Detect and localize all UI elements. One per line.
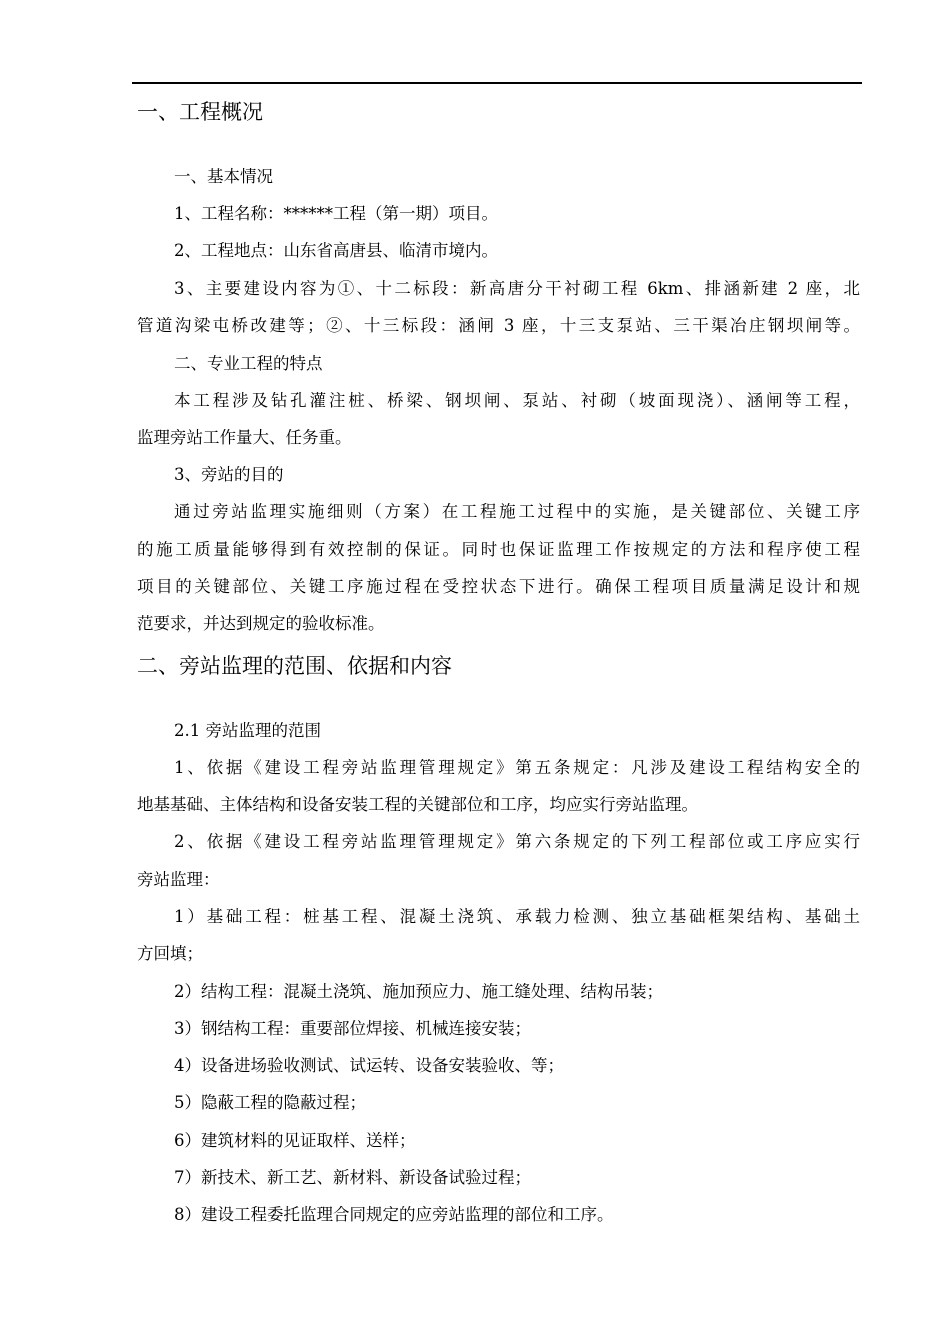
list-item-concealed-work: 5）隐蔽工程的隐蔽过程； bbox=[174, 1093, 366, 1112]
purpose-line-3: 项目的关键部位、关键工序施过程在受控状态下进行。确保工程项目质量满足设计和规 bbox=[137, 577, 860, 596]
section-1-heading: 一、工程概况 bbox=[137, 100, 263, 124]
list-item-steel-structure: 3）钢结构工程：重要部位焊接、机械连接安装； bbox=[174, 1019, 531, 1038]
list-item-new-technology: 7）新技术、新工艺、新材料、新设备试验过程； bbox=[174, 1168, 531, 1187]
scope-rule6-line-1: 2、依据《建设工程旁站监理管理规定》第六条规定的下列工程部位或工序应实行 bbox=[174, 832, 860, 851]
list-item-contract-parts: 8）建设工程委托监理合同规定的应旁站监理的部位和工序。 bbox=[174, 1205, 614, 1224]
list-item-materials-sampling: 6）建筑材料的见证取样、送样； bbox=[174, 1131, 416, 1150]
scope-rule5-line-1: 1、依据《建设工程旁站监理管理规定》第五条规定：凡涉及建设工程结构安全的 bbox=[174, 758, 860, 777]
subsection-purpose-heading: 3、旁站的目的 bbox=[174, 465, 284, 484]
purpose-line-4: 范要求，并达到规定的验收标准。 bbox=[137, 614, 385, 633]
list-item-foundation-line-2: 方回填； bbox=[137, 944, 203, 963]
list-item-foundation-line-1: 1）基础工程：桩基工程、混凝土浇筑、承载力检测、独立基础框架结构、基础土 bbox=[174, 907, 860, 926]
features-line-1: 本工程涉及钻孔灌注桩、桥梁、钢坝闸、泵站、衬砌（坡面现浇）、涵闸等工程， bbox=[174, 391, 860, 410]
list-item-structure: 2）结构工程：混凝土浇筑、施加预应力、施工缝处理、结构吊装； bbox=[174, 982, 663, 1001]
features-line-2: 监理旁站工作量大、任务重。 bbox=[137, 428, 352, 447]
scope-rule6-line-2: 旁站监理： bbox=[137, 870, 220, 889]
subsection-basic-info-heading: 一、基本情况 bbox=[174, 167, 273, 186]
section-2-heading: 二、旁站监理的范围、依据和内容 bbox=[137, 654, 452, 678]
list-item-equipment: 4）设备进场验收测试、试运转、设备安装验收、等； bbox=[174, 1056, 564, 1075]
subsection-features-heading: 二、专业工程的特点 bbox=[174, 354, 323, 373]
header-rule bbox=[132, 82, 862, 84]
purpose-line-1: 通过旁站监理实施细则（方案）在工程施工过程中的实施，是关键部位、关键工序 bbox=[174, 502, 860, 521]
purpose-line-2: 的施工质量能够得到有效控制的保证。同时也保证监理工作按规定的方法和程序使工程 bbox=[137, 540, 860, 559]
construction-content-line-1: 3、主要建设内容为①、十二标段：新高唐分干衬砌工程 6km、排涵新建 2 座，北 bbox=[174, 279, 860, 298]
scope-rule5-line-2: 地基基础、主体结构和设备安装工程的关键部位和工序，均应实行旁站监理。 bbox=[137, 795, 698, 814]
construction-content-line-2: 管道沟梁屯桥改建等；②、十三标段：涵闸 3 座，十三支泵站、三干渠冶庄钢坝闸等。 bbox=[137, 316, 860, 335]
project-location-line: 2、工程地点：山东省高唐县、临清市境内。 bbox=[174, 241, 498, 260]
project-name-line: 1、工程名称：******工程（第一期）项目。 bbox=[174, 204, 498, 223]
subsection-scope-heading: 2.1 旁站监理的范围 bbox=[174, 721, 321, 740]
